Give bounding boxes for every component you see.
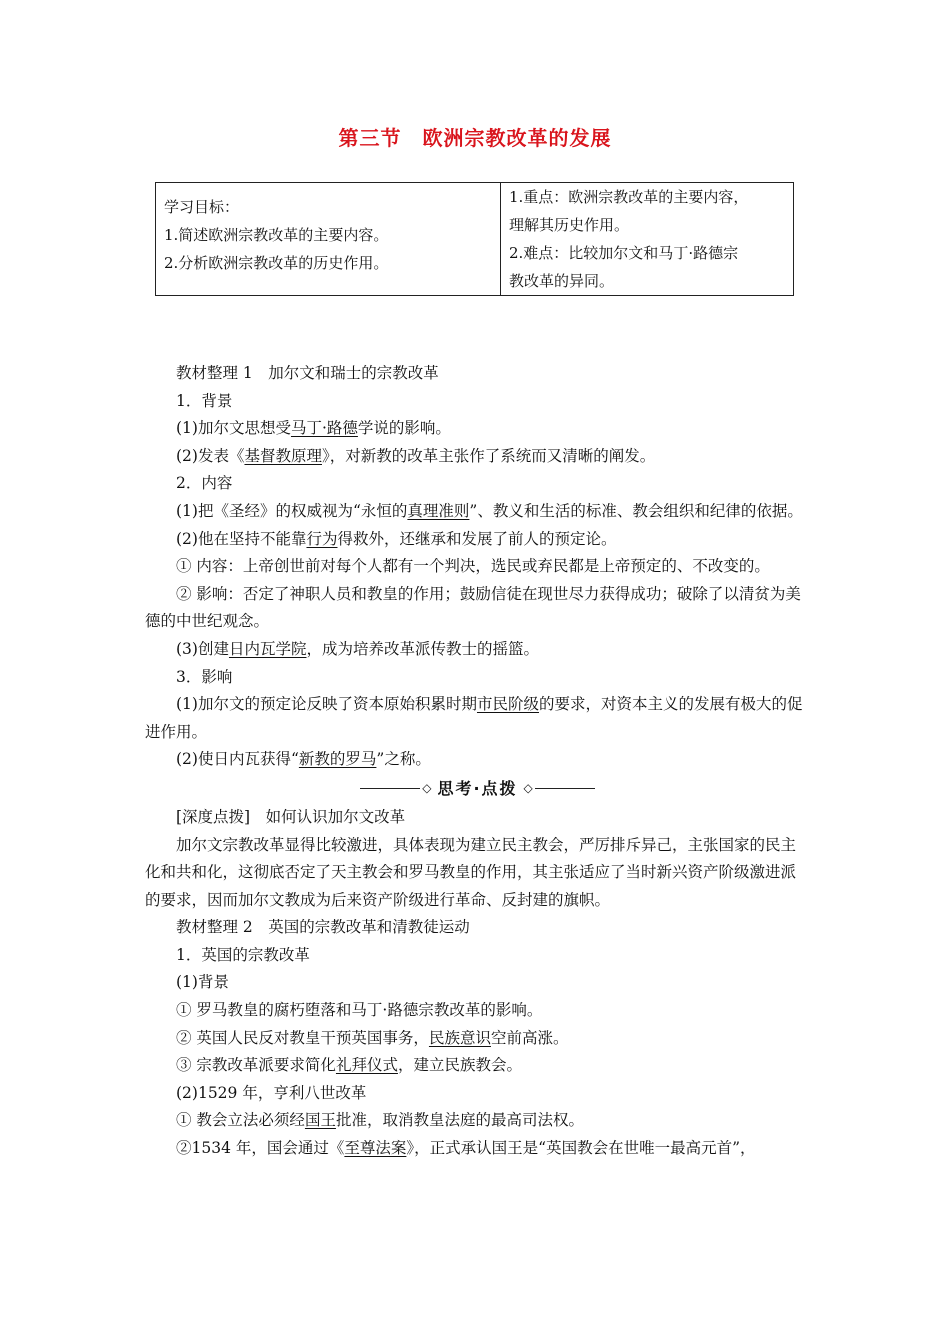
section-divider	[145, 774, 810, 804]
blank-answer: 民族意识	[428, 1028, 491, 1047]
deep-tip-body: 加尔文宗教改革显得比较激进，具体表现为建立民主教会，严厉排斥异己，主张国家的民主化和共和化，这彻底否定了天主教会和罗马教皇的作用，其主张适应了当时新兴资产阶级激进派的要求，因而加尔文教成为后来资产阶级进行革命、反封建的旗帜。	[145, 835, 797, 909]
blank-answer: 行为	[306, 529, 338, 548]
paragraph: (2)使日内瓦获得“新教的罗马”之称。	[176, 750, 431, 769]
paragraph: (1)加尔文的预定论反映了资本原始积累时期市民阶级的要求，对资本主义的发展有极大的促进作用。	[145, 695, 803, 741]
goals-line: 1.简述欧洲宗教改革的主要内容。	[164, 226, 389, 244]
blank-answer: 新教的罗马	[298, 750, 377, 769]
blank-answer: 真理准则	[407, 501, 470, 520]
key-points-line: 理解其历史作用。	[509, 216, 630, 234]
paragraph: ① 内容：上帝创世前对每个人都有一个判决，选民或弃民都是上帝预定的、不改变的。	[176, 557, 770, 576]
goals-cell	[156, 183, 501, 295]
learning-goals-table	[155, 182, 794, 296]
paragraph: (1)加尔文思想受马丁·路德学说的影响。	[176, 419, 451, 438]
paragraph: ① 罗马教皇的腐朽堕落和马丁·路德宗教改革的影响。	[176, 1001, 543, 1020]
diamond-icon: ◇	[523, 781, 533, 796]
subheading: 3．影响	[176, 667, 233, 686]
paragraph: (2)发表《基督教原理》，对新教的改革主张作了系统而又清晰的阐发。	[176, 446, 656, 465]
paragraph: ③ 宗教改革派要求简化礼拜仪式，建立民族教会。	[176, 1056, 522, 1075]
blank-answer: 市民阶级	[476, 695, 539, 714]
section-heading: 教材整理 2 英国的宗教改革和清教徒运动	[176, 918, 470, 937]
blank-answer: 国王	[304, 1111, 336, 1130]
subheading: (2)1529 年，亨利八世改革	[176, 1083, 367, 1102]
paragraph: (2)他在坚持不能靠行为得救外，还继承和发展了前人的预定论。	[176, 529, 617, 548]
subheading: 2．内容	[176, 474, 233, 493]
paragraph: ②1534 年，国会通过《至尊法案》，正式承认国王是“英国教会在世唯一最高元首”，	[176, 1139, 756, 1158]
divider-label: 思考·点拨	[437, 779, 518, 799]
diamond-icon: ◇	[422, 781, 432, 796]
section-heading: 教材整理 1 加尔文和瑞士的宗教改革	[176, 364, 439, 382]
key-points-cell	[501, 183, 793, 295]
main-content	[145, 360, 810, 1163]
divider-line	[535, 788, 595, 789]
paragraph: ② 英国人民反对教皇干预英国事务，民族意识空前高涨。	[176, 1028, 569, 1047]
paragraph: ② 影响：否定了神职人员和教皇的作用；鼓励信徒在现世尽力获得成功；破除了以清贫为美德的中世纪观念。	[145, 584, 801, 631]
subheading: 1．背景	[176, 391, 233, 410]
paragraph: ① 教会立法必须经国王批准，取消教皇法庭的最高司法权。	[176, 1111, 584, 1130]
blank-answer: 至尊法案	[344, 1139, 407, 1158]
blank-answer: 马丁·路德	[290, 419, 358, 438]
goals-line: 学习目标：	[164, 198, 240, 216]
key-points-line: 教改革的异同。	[509, 272, 615, 290]
blank-answer: 日内瓦学院	[228, 639, 307, 658]
goals-line: 2.分析欧洲宗教改革的历史作用。	[164, 254, 389, 272]
blank-answer: 基督教原理	[244, 446, 322, 465]
blank-answer: 礼拜仪式	[335, 1056, 398, 1075]
divider-line	[360, 788, 420, 789]
key-points-line: 1.重点：欧洲宗教改革的主要内容，	[509, 188, 749, 206]
page-title: 第三节 欧洲宗教改革的发展	[338, 126, 612, 150]
key-points-line: 2.难点：比较加尔文和马丁·路德宗	[509, 244, 739, 262]
paragraph: (1)把《圣经》的权威视为“永恒的真理准则”、教义和生活的标准、教会组织和纪律的依据。	[176, 501, 803, 520]
subheading: (1)背景	[176, 973, 229, 992]
paragraph: (3)创建日内瓦学院，成为培养改革派传教士的摇篮。	[176, 639, 539, 658]
deep-tip-heading: [深度点拨] 如何认识加尔文改革	[176, 807, 406, 826]
subheading: 1．英国的宗教改革	[176, 945, 310, 964]
